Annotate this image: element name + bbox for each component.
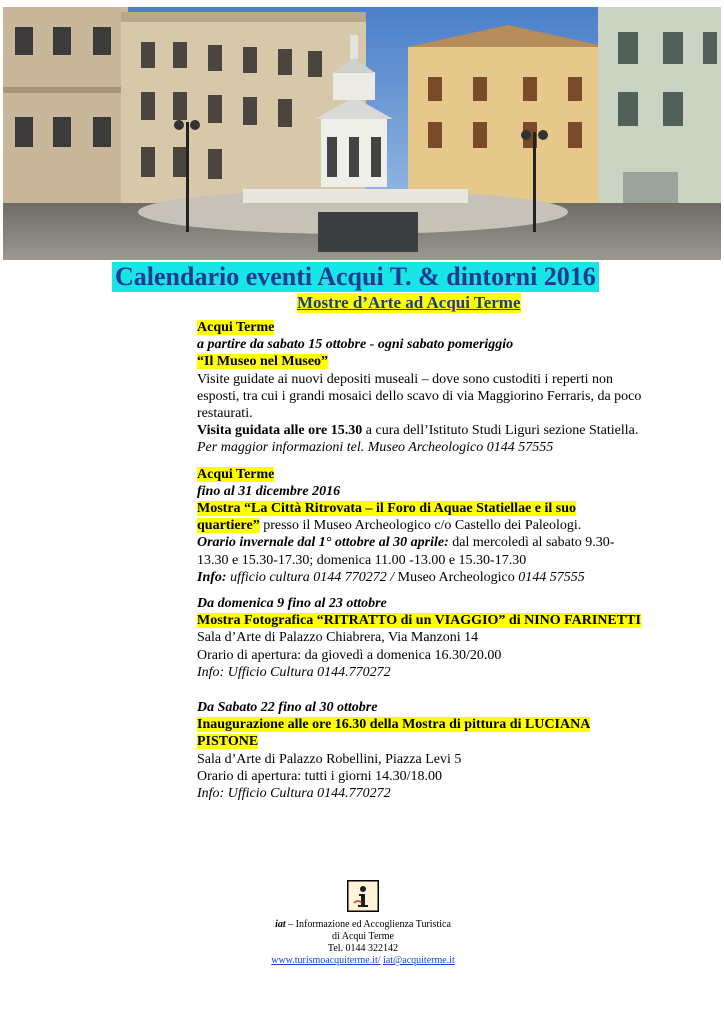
website-link[interactable]: www.turismoacquiterme.it/: [271, 955, 381, 966]
page-title: Calendario eventi Acqui T. & dintorni 2016: [112, 262, 599, 292]
footer-tel: Tel. 0144 322142: [327, 943, 399, 954]
event-name: Inaugurazione alle ore 16.30 della Mostra di pittura di LUCIANA PISTONE: [197, 717, 591, 750]
event-item: [197, 595, 642, 681]
page-subtitle: Mostre d’Arte ad Acqui Terme: [297, 293, 521, 312]
event-info: Info: ufficio cultura 0144 770272 / Museo Archeologico 0144 57555: [197, 569, 585, 585]
event-description: Visite guidate ai nuovi depositi museali – dove sono custoditi i reperti non esposti, tra cui i grandi mosaici dello scavo di via Maggiorino Ferraris, da poco restaurati.: [197, 371, 642, 422]
event-visit: Visita guidata alle ore 15.30 a cura dell’Istituto Studi Liguri sezione Statiella. Per maggior informazioni tel. Museo Archeologico 0144 57555: [197, 423, 639, 456]
event-place: Acqui Terme: [197, 466, 275, 482]
piazza-bollente-illustration: [3, 7, 721, 260]
event-hours: Orario di apertura: da giovedì a domenica 16.30/20.00: [197, 647, 502, 663]
event-date: Da Sabato 22 fino al 30 ottobre: [197, 700, 378, 716]
event-date: a partire da sabato 15 ottobre - ogni sabato pomeriggio: [197, 337, 514, 353]
event-info: Per maggior informazioni tel. Museo Archeologico 0144 57555: [197, 440, 554, 456]
footer-line1: iat – Informazione ed Accoglienza Turistica: [275, 919, 451, 930]
event-date: fino al 31 dicembre 2016: [197, 483, 341, 499]
event-venue: Sala d’Arte di Palazzo Robellini, Piazza Levi 5: [197, 751, 462, 767]
event-item: [197, 699, 642, 802]
footer: [250, 880, 476, 967]
info-point-logo-icon: [347, 880, 379, 912]
email-link[interactable]: iat@acquiterme.it: [383, 955, 455, 966]
event-name: “Il Museo nel Museo”: [197, 354, 329, 370]
events-list: [197, 319, 642, 811]
event-item: [197, 319, 642, 457]
footer-links: [250, 955, 476, 967]
event-title-line: [197, 500, 642, 534]
event-place: Acqui Terme: [197, 320, 275, 335]
event-item: [197, 466, 642, 586]
event-info: Info: Ufficio Cultura 0144.770272: [197, 786, 391, 802]
event-hours: Orario di apertura: tutti i giorni 14.30/18.00: [197, 768, 442, 784]
event-venue: Sala d’Arte di Palazzo Chiabrera, Via Manzoni 14: [197, 630, 479, 646]
event-venue: presso il Museo Archeologico c/o Castello dei Paleologi.: [259, 518, 582, 534]
footer-line2: di Acqui Terme: [332, 931, 394, 942]
event-date: Da domenica 9 fino al 23 ottobre: [197, 596, 387, 612]
event-hours: Orario invernale dal 1° ottobre al 30 aprile: dal mercoledì al sabato 9.30-13.30 e 15.30-17.30; domenica 11.00 -13.00 e 15.30-17.30: [197, 535, 615, 568]
header-photo: [3, 7, 721, 260]
event-info: Info: Ufficio Cultura 0144.770272: [197, 664, 391, 680]
event-name: Mostra “La Città Ritrovata – il Foro di Aquae Statiellae e il suo quartiere”: [197, 501, 577, 534]
event-name: Mostra Fotografica “RITRATTO di un VIAGGIO” di NINO FARINETTI: [197, 613, 641, 629]
